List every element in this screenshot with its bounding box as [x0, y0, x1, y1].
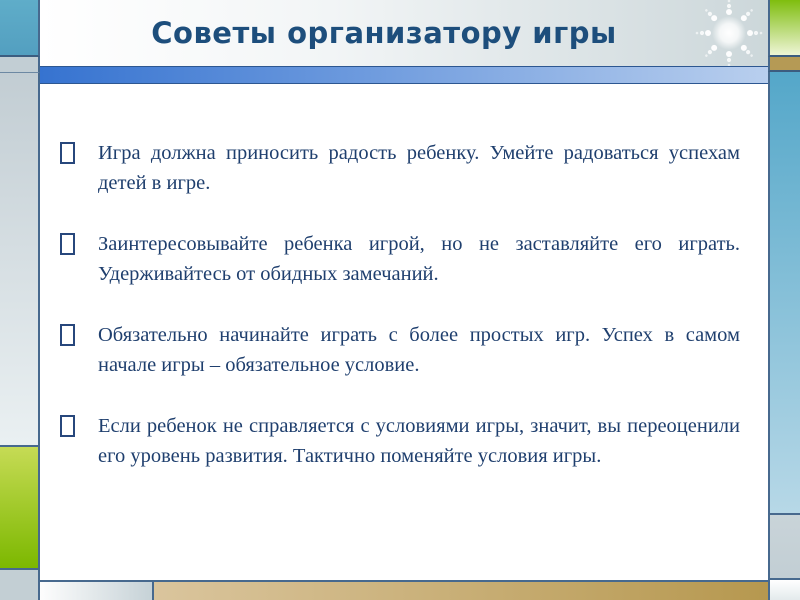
right-frame-column [768, 0, 800, 600]
slide-title: Советы организатору игры [151, 16, 617, 50]
right-white-block [768, 580, 800, 600]
left-teal-block [0, 0, 40, 57]
bullet-item [60, 411, 740, 471]
bottom-tan-strip [152, 580, 768, 600]
right-gray-block [768, 515, 800, 580]
right-green-block [768, 0, 800, 57]
right-tan-block [768, 57, 800, 72]
empty-square-bullet-icon [60, 142, 75, 164]
bullet-item [60, 229, 740, 289]
right-blue-gradient-block [768, 72, 800, 515]
title-divider-bar [40, 66, 768, 84]
bottom-gray-gradient-block [40, 580, 152, 600]
empty-square-bullet-icon [60, 324, 75, 346]
left-gray-gradient-block [0, 73, 40, 447]
sun-icon [691, 0, 767, 71]
left-frame-column [0, 0, 40, 600]
slide-header [40, 0, 768, 66]
bullet-text: Если ребенок не справляется с условиями игры, значит, вы переоценили его уровень развития. Тактично поменяйте условия игры. [98, 415, 740, 467]
left-green-block [0, 447, 40, 570]
bullet-text: Обязательно начинайте играть с более простых игр. Успех в самом начале игры – обязательное условие. [98, 324, 740, 376]
left-gray-block-bottom [0, 570, 40, 600]
empty-square-bullet-icon [60, 415, 75, 437]
bullet-text: Заинтересовывайте ребенка игрой, но не заставляйте его играть. Удерживайтесь от обидных замечаний. [98, 233, 740, 285]
left-gray-block-top [0, 57, 40, 73]
bullet-text: Игра должна приносить радость ребенку. Умейте радоваться успехам детей в игре. [98, 142, 740, 194]
slide-body [40, 84, 768, 580]
empty-square-bullet-icon [60, 233, 75, 255]
bullet-item [60, 138, 740, 198]
bullet-item [60, 320, 740, 380]
